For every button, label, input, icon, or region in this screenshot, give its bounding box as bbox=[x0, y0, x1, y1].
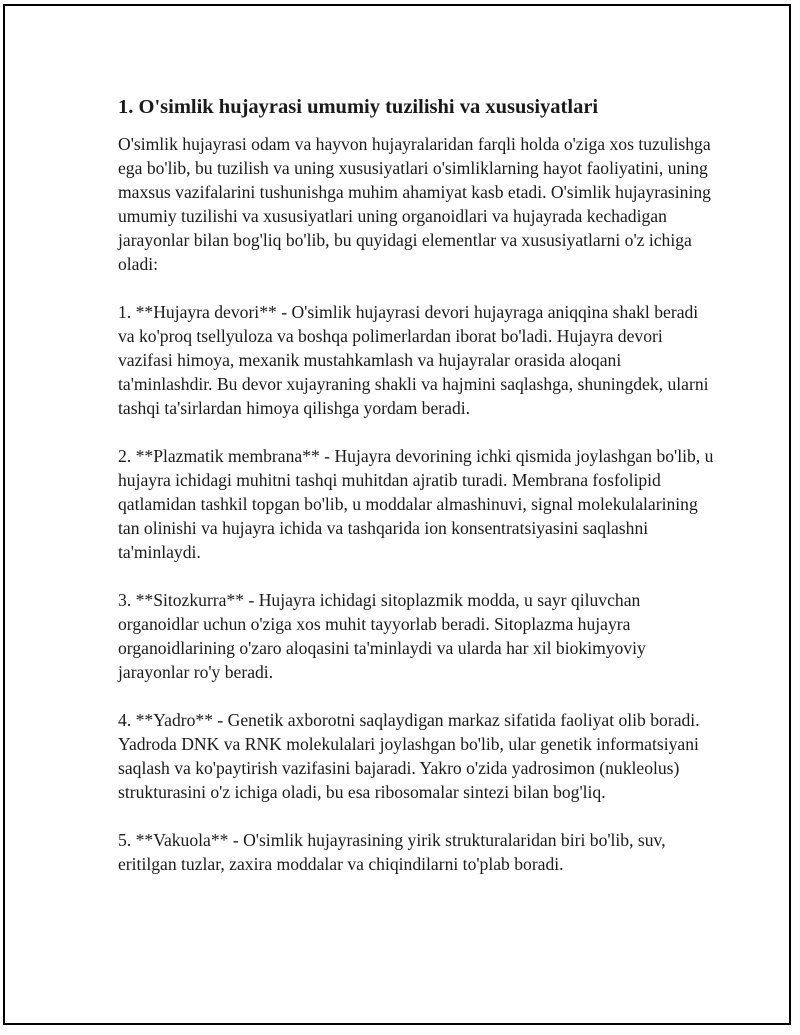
intro-paragraph: O'simlik hujayrasi odam va hayvon hujayralaridan farqli holda o'ziga xos tuzulishga ega bo'lib, bu tuzilish va uning xususiyatlari o'simliklarning hayot faoliyatini, uning maxsus vazifalarini tushunishga muhim ahamiyat kasb etadi. O'simlik hujayrasining umumiy tuzilishi va xususiyatlari uning organoidlari va hujayrada kechadigan jarayonlar bilan bog'liq bo'lib, bu quyidagi elementlar va xususiyatlarni o'z ichiga oladi: bbox=[118, 134, 711, 274]
document-title: 1. O'simlik hujayrasi umumiy tuzilishi va xususiyatlari bbox=[118, 96, 599, 118]
section-hujayra-devori: 1. **Hujayra devori** - O'simlik hujayrasi devori hujayraga aniqqina shakl beradi va ko'proq tsellyuloza va boshqa polimerlardan iborat bo'ladi. Hujayra devori vazifasi himoya, mexanik mustahkamlash va hujayralar orasida aloqani ta'minlashdir. Bu devor xujayraning shakli va hajmini saqlashga, shuningdek, ularni tashqi ta'sirlardan himoya qilishga yordam beradi. bbox=[118, 302, 709, 418]
section-vakuola: 5. **Vakuola** - O'simlik hujayrasining yirik strukturalaridan biri bo'lib, suv, eritilgan tuzlar, zaxira moddalar va chiqindilarni to'plab boradi. bbox=[118, 830, 666, 874]
section-plazmatik-membrana: 2. **Plazmatik membrana** - Hujayra devorining ichki qismida joylashgan bo'lib, u hujayra ichidagi muhitni tashqi muhitdan ajratib turadi. Membrana fosfolipid qatlamidan tashkil topgan bo'lib, u moddalar almashinuvi, signal molekulalarining tan olinishi va hujayra ichida va tashqarida ion konsentratsiyasini saqlashni ta'minlaydi. bbox=[118, 446, 714, 562]
section-sitozkurra: 3. **Sitozkurra** - Hujayra ichidagi sitoplazmik modda, u sayr qiluvchan organoidlar uchun o'ziga xos muhit tayyorlab beradi. Sitoplazma hujayra organoidlarining o'zaro aloqasini ta'minlaydi va ularda har xil biokimyoviy jarayonlar ro'y beradi. bbox=[118, 590, 646, 682]
section-yadro: 4. **Yadro** - Genetik axborotni saqlaydigan markaz sifatida faoliyat olib boradi. Yadroda DNK va RNK molekulalari joylashgan bo'lib, ular genetik informatsiyani saqlash va ko'paytirish vazifasini bajaradi. Yakro o'zida yadrosimon (nukleolus) strukturasini o'z ichiga oladi, bu esa ribosomalar sintezi bilan bog'liq. bbox=[118, 710, 700, 802]
document-body bbox=[118, 94, 718, 900]
